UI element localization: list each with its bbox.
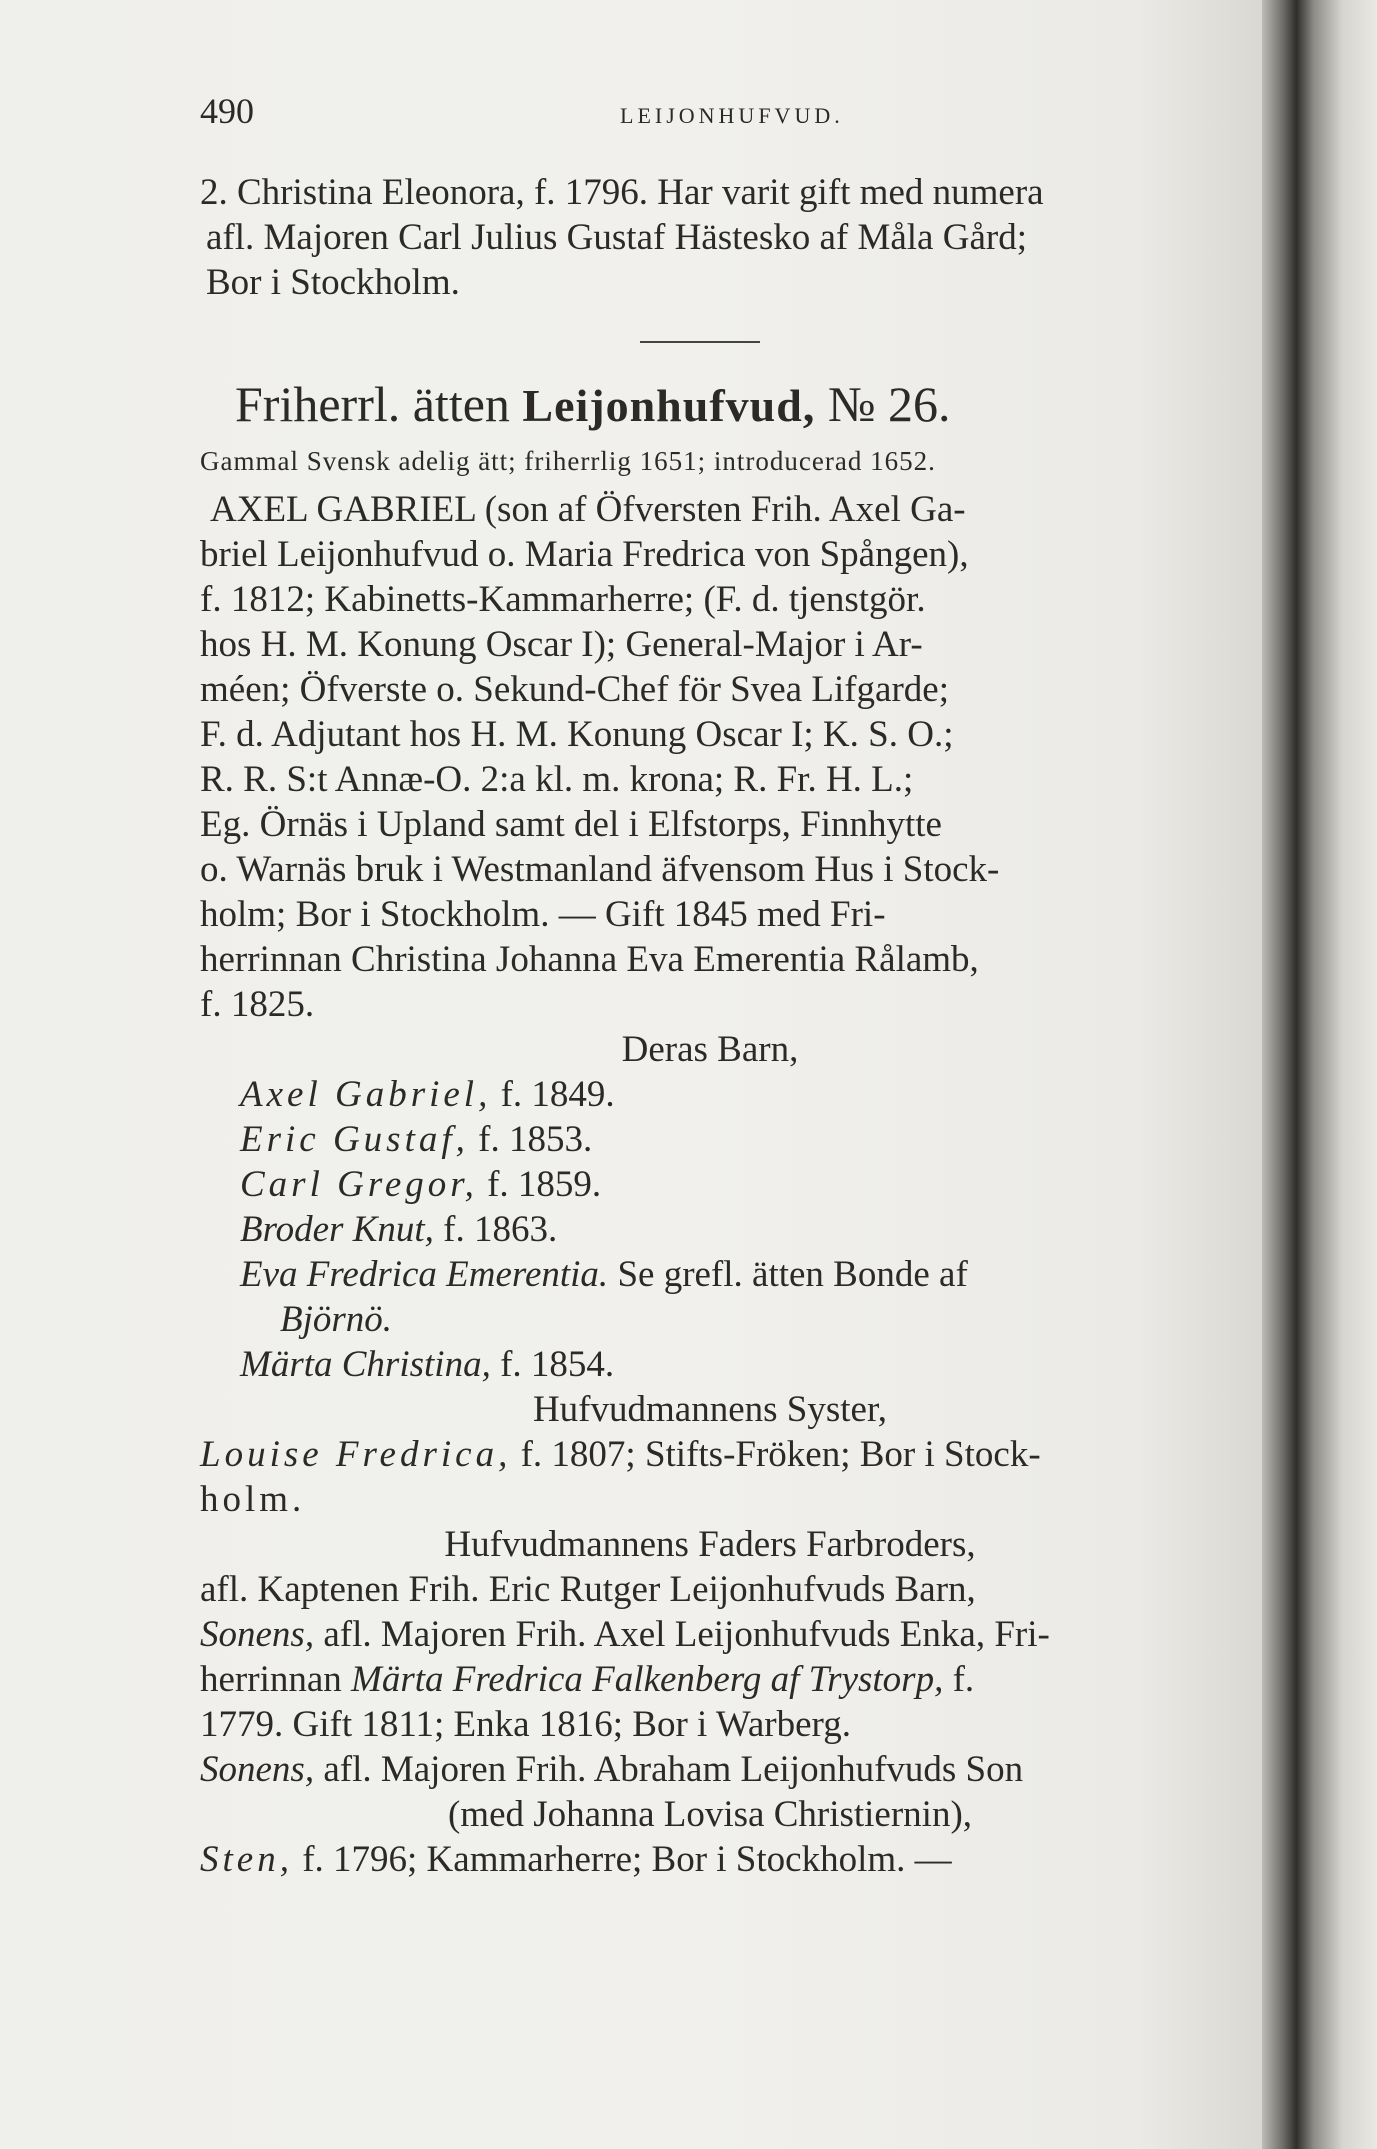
child-name: Björnö. — [280, 1299, 393, 1340]
title-number: № 26. — [827, 376, 951, 432]
title-family-name: Leijonhufvud, — [522, 380, 816, 431]
text-line: 1779. Gift 1811; Enka 1816; Bor i Warberg. — [200, 1704, 851, 1745]
text-line: 2. Christina Eleonora, f. 1796. Har varit gift med numera — [200, 172, 1044, 213]
child-details: f. 1863. — [433, 1209, 558, 1250]
text-line: F. d. Adjutant hos H. M. Konung Oscar I; K. S. O.; — [200, 714, 954, 755]
child-item — [200, 1117, 1220, 1162]
child-item — [200, 1072, 1220, 1117]
text-line: afl. Majoren Carl Julius Gustaf Hästesko af Måla Gård; — [206, 217, 1027, 258]
line-text: afl. Majoren Frih. Axel Leijonhufvuds Enka, Fri- — [314, 1614, 1050, 1655]
line-label: Sonens, — [200, 1614, 315, 1655]
text-line: holm; Bor i Stockholm. — Gift 1845 med Fri- — [200, 894, 886, 935]
uncles-section — [200, 1522, 1220, 1882]
line-text: f. — [943, 1659, 975, 1700]
line-text: herrinnan — [200, 1659, 352, 1700]
uncles-heading: Hufvudmannens Faders Farbroders, — [444, 1524, 976, 1565]
line-label: Sonens, — [200, 1749, 315, 1790]
children-section — [200, 1027, 1220, 1387]
running-head: LEIJONHUFVUD. — [620, 103, 844, 128]
person-name: Märta Fredrica Falkenberg af Trystorp, — [351, 1659, 944, 1700]
text-line: Eg. Örnäs i Upland samt del i Elfstorps, Finnhytte — [200, 804, 942, 845]
family-title — [235, 373, 1220, 437]
child-name: Broder Knut, — [240, 1209, 434, 1250]
text-line: f. 1825. — [200, 984, 315, 1025]
child-name: Eric Gustaf, — [240, 1119, 469, 1160]
child-item — [200, 1297, 1220, 1342]
person-name: Sten, — [200, 1839, 293, 1880]
page-number: 490 — [200, 91, 254, 131]
text-line: briel Leijonhufvud o. Maria Fredrica von Spången), — [200, 534, 969, 575]
sister-name: Louise Fredrica, — [200, 1434, 512, 1475]
line-text: f. 1796; Kammarherre; Bor i Stockholm. — — [292, 1839, 952, 1880]
text-line: Bor i Stockholm. — [206, 262, 460, 303]
child-details: Se grefl. ätten Bonde af — [608, 1254, 968, 1295]
sister-heading: Hufvudmannens Syster, — [532, 1389, 888, 1430]
sister-section — [200, 1387, 1220, 1522]
page-content — [200, 90, 1220, 1882]
sister-details: f. 1807; Stifts-Fröken; Bor i Stock- — [511, 1434, 1041, 1475]
child-name: Carl Gregor, — [240, 1164, 478, 1205]
text-line: méen; Öfverste o. Sekund-Chef för Svea Lifgarde; — [200, 669, 949, 710]
text-line — [200, 1747, 1220, 1792]
child-details: f. 1853. — [468, 1119, 593, 1160]
children-heading: Deras Barn, — [621, 1029, 799, 1070]
family-subtitle: Gammal Svensk adelig ätt; friherrlig 1651; introducerad 1652. — [200, 446, 936, 476]
text-line — [200, 1837, 1220, 1882]
text-line: herrinnan Christina Johanna Eva Emerentia Rålamb, — [200, 939, 979, 980]
child-name: Eva Fredrica Emerentia. — [240, 1254, 609, 1295]
title-prefix: Friherrl. ätten — [235, 376, 510, 432]
text-line: o. Warnäs bruk i Westmanland äfvensom Hus i Stock- — [200, 849, 1000, 890]
text-line: hos H. M. Konung Oscar I); General-Major i Ar- — [200, 624, 923, 665]
child-details: f. 1859. — [477, 1164, 602, 1205]
text-line: holm. — [200, 1479, 306, 1520]
child-details: f. 1849. — [491, 1074, 615, 1115]
text-line: (med Johanna Lovisa Christiernin), — [447, 1794, 973, 1835]
child-name: Märta Christina, — [240, 1344, 491, 1385]
page-header — [200, 90, 1220, 150]
child-item — [200, 1207, 1220, 1252]
text-line — [200, 1432, 1220, 1477]
child-item — [200, 1342, 1220, 1387]
child-name: Axel Gabriel, — [240, 1074, 492, 1115]
child-item — [200, 1162, 1220, 1207]
main-entry — [200, 487, 1220, 1027]
line-text: afl. Majoren Frih. Abraham Leijonhufvuds Son — [314, 1749, 1024, 1790]
text-line: AXEL GABRIEL (son af Öfversten Frih. Axel Ga- — [210, 489, 966, 530]
text-line: R. R. S:t Annæ-O. 2:a kl. m. krona; R. Fr. H. L.; — [200, 759, 914, 800]
text-line: f. 1812; Kabinetts-Kammarherre; (F. d. tjenstgör. — [200, 579, 926, 620]
text-line — [200, 1612, 1220, 1657]
text-line: afl. Kaptenen Frih. Eric Rutger Leijonhufvuds Barn, — [200, 1569, 976, 1610]
section-divider — [640, 341, 760, 343]
entry-christina-eleonora — [200, 170, 1220, 305]
text-line — [200, 1657, 1220, 1702]
child-item — [200, 1252, 1220, 1297]
book-spine — [1262, 0, 1377, 2149]
child-details: f. 1854. — [490, 1344, 615, 1385]
